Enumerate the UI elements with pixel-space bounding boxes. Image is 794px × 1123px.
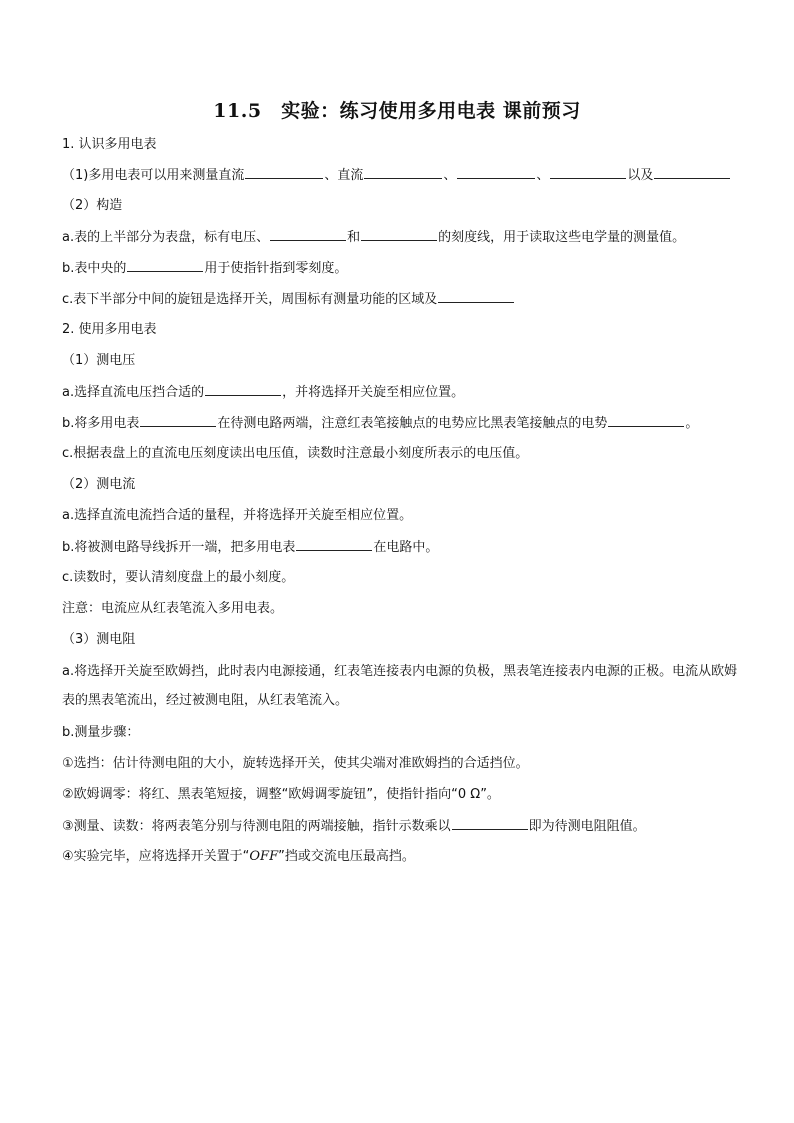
- blank-14[interactable]: [452, 817, 528, 830]
- question-2-3-heading: （3）测电阻: [62, 632, 136, 647]
- question-2-2-c: c.读数时，要认清刻度盘上的最小刻度。: [62, 570, 295, 585]
- blank-9[interactable]: [438, 290, 514, 303]
- step-3: ③测量、读数：将两表笔分别与待测电阻的两端接触，指针示数乘以 即为待测电阻阻值。: [62, 819, 646, 834]
- question-1-2-heading: （2）构造: [62, 198, 123, 213]
- question-2-2-a: a.选择直流电流挡合适的量程，并将选择开关旋至相应位置。: [62, 508, 413, 523]
- question-1-2-b: b.表中央的 用于使指针指到零刻度。: [62, 261, 348, 276]
- blank-13[interactable]: [296, 538, 372, 551]
- question-2-1-heading: （1）测电压: [62, 353, 136, 368]
- question-2-2-b: b.将被测电路导线拆开一端，把多用电表 在电路中。: [62, 540, 439, 555]
- question-2-3-b: b.测量步骤：: [62, 725, 140, 740]
- blank-2[interactable]: [364, 166, 442, 179]
- blank-3[interactable]: [457, 166, 535, 179]
- note-current: 注意：电流应从红表笔流入多用电表。: [62, 601, 284, 616]
- blank-8[interactable]: [127, 259, 203, 272]
- blank-6[interactable]: [270, 228, 346, 241]
- question-1-2-c: c.表下半部分中间的旋钮是选择开关，周围标有测量功能的区域及: [62, 290, 742, 309]
- blank-12[interactable]: [608, 414, 684, 427]
- step-4: ④实验完毕，应将选择开关置于“OFF”挡或交流电压最高挡。: [62, 849, 415, 864]
- question-2-3-a: a.将选择开关旋至欧姆挡，此时表内电源接通，红表笔连接表内电源的负极，黑表笔连接表内电源的正极。电流从欧姆表的黑表笔流出，经过被测电阻，从红表笔流入。: [62, 664, 738, 708]
- question-1-1: （1)多用电表可以用来测量直流 、直流 、 、 以及: [62, 166, 742, 185]
- question-2-2-heading: （2）测电流: [62, 477, 136, 492]
- step-1: ①选挡：估计待测电阻的大小，旋转选择开关，使其尖端对准欧姆挡的合适挡位。: [62, 756, 529, 771]
- question-2-1-b: b.将多用电表 在待测电路两端，注意红表笔接触点的电势应比黑表笔接触点的电势 。: [62, 416, 699, 431]
- blank-5[interactable]: [654, 166, 730, 179]
- step-2: ②欧姆调零：将红、黑表笔短接，调整“欧姆调零旋钮”，使指针指向“0 Ω”。: [62, 787, 500, 802]
- blank-4[interactable]: [550, 166, 626, 179]
- question-2-1-a: a.选择直流电压挡合适的 ，并将选择开关旋至相应位置。: [62, 385, 465, 400]
- blank-10[interactable]: [205, 383, 281, 396]
- question-1-2-a: a.表的上半部分为表盘，标有电压、 和 的刻度线，用于读取这些电学量的测量值。: [62, 230, 686, 245]
- blank-7[interactable]: [361, 228, 437, 241]
- section-2-heading: 2. 使用多用电表: [62, 322, 157, 337]
- page-title: 11.5 实验：练习使用多用电表 课前预习: [213, 100, 581, 122]
- blank-11[interactable]: [140, 414, 216, 427]
- section-1-heading: 1. 认识多用电表: [62, 137, 157, 152]
- question-2-1-c: c.根据表盘上的直流电压刻度读出电压值，读数时注意最小刻度所表示的电压值。: [62, 446, 529, 461]
- blank-1[interactable]: [245, 166, 323, 179]
